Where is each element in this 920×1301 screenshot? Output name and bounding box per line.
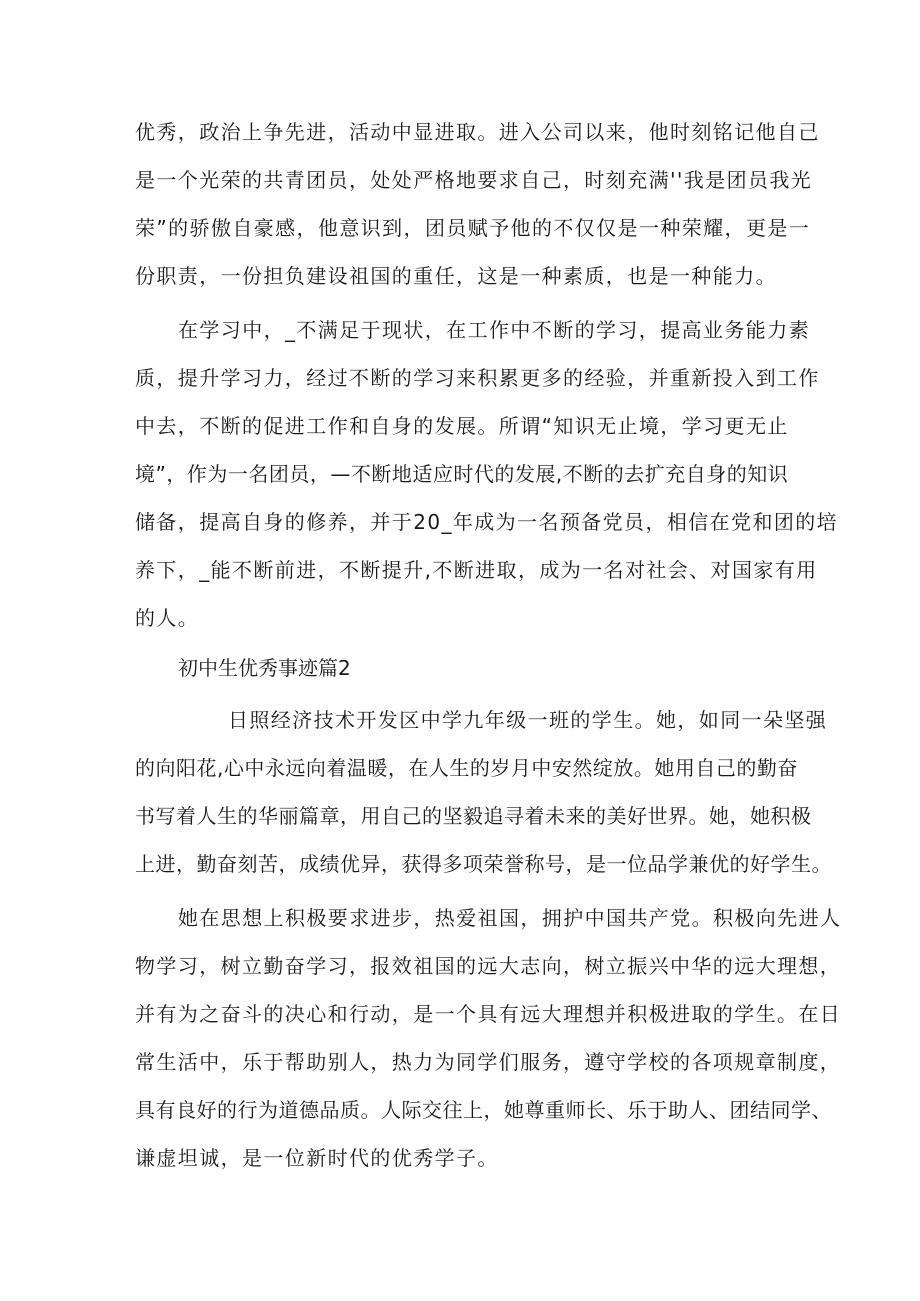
text-line: 常生活中，乐于帮助别人，热力为同学们服务，遵守学校的各项规章制度， [135,1050,842,1074]
text-line: 她在思想上积极要求进步，热爱祖国，拥护中国共产党。积极向先进人 [178,906,842,930]
text-line: 是一个光荣的共青团员，处处严格地要求自己，时刻充满''我是团员我光 [135,168,813,192]
text-line: 境”，作为一名团员，—不断地适应时代的发展,不断的去扩充自身的知识 [135,462,789,486]
text-line: 中去，不断的促进工作和自身的发展。所谓“知识无止境，学习更无止 [135,414,789,438]
text-line: 具有良好的行为道德品质。人际交往上，她尊重师长、乐于助人、团结同学、 [135,1098,832,1122]
text-line: 份职责，一份担负建设祖国的重任，这是一种素质，也是一种能力。 [135,264,777,288]
text-line: 在学习中，_不满足于现状，在工作中不断的学习，提高业务能力素 [178,318,810,342]
text-line: 并有为之奋斗的决心和行动，是一个具有远大理想并积极进取的学生。在日 [135,1002,842,1026]
text-line: 日照经济技术开发区中学九年级一班的学生。她，如同一朵坚强 [228,708,828,732]
text-line: 储备，提高自身的修养，并于20_年成为一名预备党员，相信在党和团的培 [135,510,839,534]
text-line: 谦虚坦诚，是一位新时代的优秀学子。 [135,1146,499,1170]
section-heading: 初中生优秀事迹篇2 [178,656,351,680]
text-line: 的人。 [135,606,200,630]
text-line: 上进，勤奋刻苦，成绩优异，获得多项荣誉称号，是一位品学兼优的好学生。 [135,852,832,876]
text-line: 养下，_能不断前进，不断提升,不断进取，成为一名对社会、对国家有用 [135,558,818,582]
text-line: 的向阳花,心中永远向着温暖，在人生的岁月中安然绽放。她用自己的勤奋 [135,756,798,780]
text-line: 书写着人生的华丽篇章，用自己的坚毅追寻着未来的美好世界。她，她积极 [135,804,812,828]
text-line: 物学习，树立勤奋学习，报效祖国的远大志向，树立振兴中华的远大理想， [135,954,842,978]
text-line: 质，提升学习力，经过不断的学习来积累更多的经验，并重新投入到工作 [135,366,820,390]
text-line: 优秀，政治上争先进，活动中显进取。进入公司以来，他时刻铭记他自己 [135,120,820,144]
text-line: 荣”的骄傲自豪感，他意识到，团员赋予他的不仅仅是一种荣耀，更是一 [135,216,811,240]
